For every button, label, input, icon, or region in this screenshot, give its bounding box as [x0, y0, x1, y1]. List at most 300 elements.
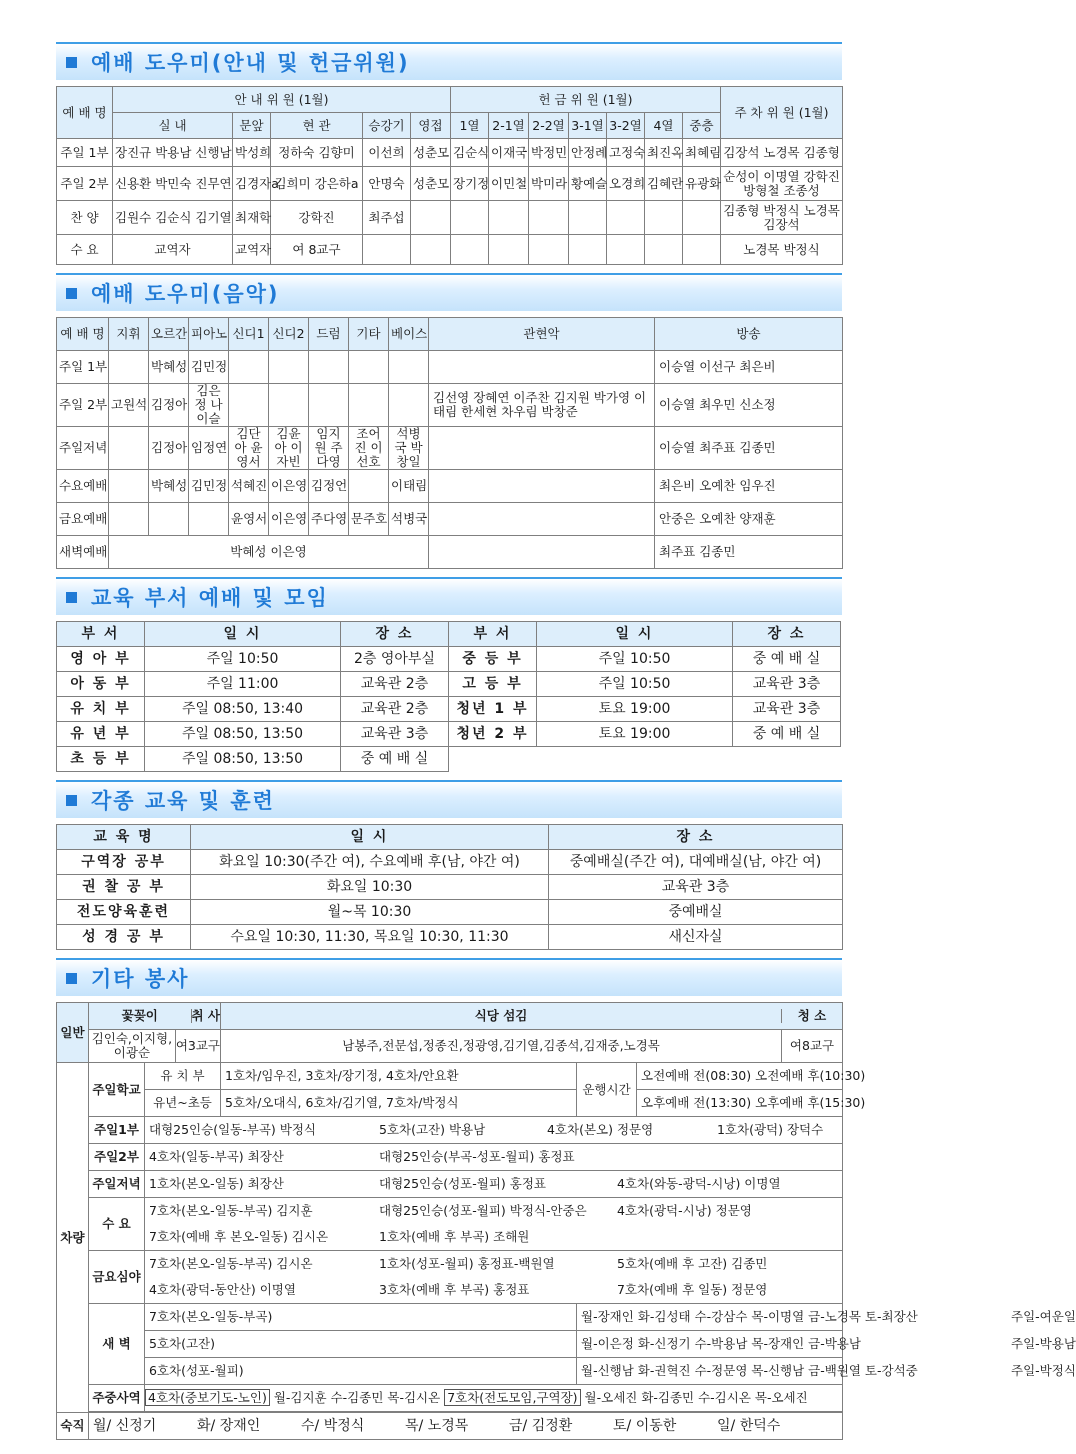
cell: 구역장 공부 — [57, 850, 191, 875]
cell — [189, 503, 229, 536]
cell: 최진옥 — [645, 139, 683, 167]
cell: 수요일 10:30, 11:30, 목요일 10:30, 11:30 — [191, 925, 549, 950]
cell: 주일저녁 — [89, 1171, 145, 1198]
cell: 여 8교구 — [271, 235, 363, 265]
cell — [645, 235, 683, 265]
square-bullet-icon — [66, 973, 77, 984]
cell: 임정연 — [189, 427, 229, 470]
cell: 주일 2부 — [57, 167, 113, 201]
cell — [429, 536, 655, 569]
cell — [149, 503, 189, 536]
cell: 최재학 — [233, 201, 271, 235]
cell: 문주호 — [349, 503, 389, 536]
header-cell: 방송 — [655, 318, 843, 351]
table-row — [57, 167, 843, 201]
route: 4호차(와동-광덕-시낭) 이명열 — [617, 1176, 781, 1191]
cell: 석병국 박창일 — [389, 427, 429, 470]
schedule: 월-장재인 화-김성태 수-강삼수 목-이명열 금-노경목 토-최장산 — [581, 1309, 918, 1324]
cell — [145, 1198, 843, 1225]
sub-header: 4열 — [645, 113, 683, 139]
cell: 주일 2부 — [57, 384, 109, 427]
cell — [683, 235, 721, 265]
cell — [429, 470, 655, 503]
cell: 주일1부 — [89, 1117, 145, 1144]
cell: 신용환 박민숙 진무연 — [113, 167, 233, 201]
sub-header: 문앞 — [233, 113, 271, 139]
cell: 아 동 부 — [57, 672, 145, 697]
cell — [89, 1030, 221, 1063]
cell: 수요예배 — [57, 470, 109, 503]
duty-item: 토/ 이동한 — [613, 1418, 677, 1434]
cell: 교육관 2층 — [341, 697, 449, 722]
cell — [145, 1171, 843, 1198]
cell: 안정례 — [569, 139, 607, 167]
cell: 박미라 — [529, 167, 569, 201]
cell: 주일 1부 — [57, 139, 113, 167]
header-cell: 장 소 — [733, 622, 841, 647]
header-cell: 신디2 — [269, 318, 309, 351]
cell: 권 찰 공 부 — [57, 875, 191, 900]
cell: 오전예배 전(08:30) 오전예배 후(10:30) — [637, 1063, 843, 1090]
worship-header: 예 배 명 — [57, 87, 113, 139]
section-header-helpers — [56, 42, 842, 80]
table-row — [57, 536, 843, 569]
header-cell — [89, 1003, 221, 1030]
table-row — [57, 201, 843, 235]
route: 1호차(예배 후 부곡) 조해원 — [379, 1229, 530, 1244]
cell: 박혜성 — [149, 351, 189, 384]
cell: 중 등 부 — [449, 647, 537, 672]
route: 1호차(광덕) 장덕수 — [717, 1122, 824, 1137]
cell — [349, 470, 389, 503]
table-row — [57, 672, 841, 697]
music-table — [56, 317, 843, 569]
cell: 새신자실 — [549, 925, 843, 950]
cell: 1호차/임우진, 3호차/장기정, 4호차/안요환 — [221, 1063, 577, 1090]
cell: 이재국 — [489, 139, 529, 167]
cell — [229, 384, 269, 427]
cell: 김선영 장혜연 이주찬 김지원 박가영 이태림 한세현 차우림 박창준 — [429, 384, 655, 427]
cell — [489, 235, 529, 265]
schedule: 월-신행남 화-권혁진 수-정문영 목-신행남 금-백원열 토-강석중 — [581, 1363, 918, 1378]
section-title: 예배 도우미(안내 및 헌금위원) — [91, 51, 410, 75]
cell: 차량 — [57, 1063, 89, 1413]
cell: 화요일 10:30 — [191, 875, 549, 900]
cell — [529, 235, 569, 265]
clean-header: 청 소 — [781, 1009, 842, 1023]
cell: 성춘모 — [411, 139, 451, 167]
cell — [577, 1304, 1076, 1331]
cell: 주일 08:50, 13:50 — [145, 722, 341, 747]
cell: 중 예 배 실 — [341, 747, 449, 772]
cell — [389, 351, 429, 384]
cell: 2층 영아부실 — [341, 647, 449, 672]
cell: 이승열 이선구 최은비 — [655, 351, 843, 384]
sub-header: 영접 — [411, 113, 451, 139]
header-cell: 장 소 — [341, 622, 449, 647]
cell: 정하숙 김향미 — [271, 139, 363, 167]
cell — [269, 351, 309, 384]
section-header-other — [56, 958, 842, 996]
cell: 주일 08:50, 13:40 — [145, 697, 341, 722]
route: 대형25인승(일동-부곡) 박정식 — [149, 1122, 316, 1137]
section-title: 교육 부서 예배 및 모임 — [91, 586, 329, 610]
cell: 교육관 3층 — [733, 697, 841, 722]
cell — [607, 201, 645, 235]
cell: 주다영 — [309, 503, 349, 536]
cell: 주일 10:50 — [145, 647, 341, 672]
cell — [145, 1117, 843, 1144]
cell: 김은정 나이슬 — [189, 384, 229, 427]
cell: 숙직 — [57, 1413, 89, 1440]
cell: 김장석 노경목 김종형 — [721, 139, 843, 167]
cell — [569, 201, 607, 235]
cell: 교육관 3층 — [733, 672, 841, 697]
route: 5호차(예배 후 고잔) 김종민 — [617, 1256, 768, 1271]
square-bullet-icon — [66, 288, 77, 299]
duty-item: 화/ 장재인 — [197, 1418, 261, 1434]
cell: 황예슬 — [569, 167, 607, 201]
duty-item: 월/ 신정기 — [93, 1418, 157, 1434]
cell: 최주섭 — [363, 201, 411, 235]
cell — [411, 201, 451, 235]
service-table — [56, 1002, 1076, 1440]
duty-item: 금/ 김정환 — [509, 1418, 573, 1434]
cell: 유 년 부 — [57, 722, 145, 747]
route: 대형25인승(부곡-성포-월피) 홍정표 — [379, 1149, 575, 1164]
cell: 김정아 — [149, 427, 189, 470]
meal-header: 식당 섬김 — [474, 1008, 528, 1023]
cell: 김종형 박정식 노경목 김장석 — [721, 201, 843, 235]
cell: 김경자a — [233, 167, 271, 201]
cell — [429, 427, 655, 470]
cell: 박정민 — [529, 139, 569, 167]
cell: 노경목 박정식 — [721, 235, 843, 265]
header-cell: 예 배 명 — [57, 318, 109, 351]
sub-header: 3-2열 — [607, 113, 645, 139]
cell: 청년 1 부 — [449, 697, 537, 722]
cell: 새벽예배 — [57, 536, 109, 569]
cell: 순성이 이명열 강학진 방형철 조종성 — [721, 167, 843, 201]
cell: 화요일 10:30(주간 여), 수요예배 후(남, 야간 여) — [191, 850, 549, 875]
empty-cell — [449, 747, 537, 772]
sub-header: 1열 — [451, 113, 489, 139]
route: 7호차(본오-일동-부곡) 김시온 — [149, 1256, 313, 1271]
clean-value: 여8교구 — [781, 1030, 842, 1062]
schedule: 주일-박용남 — [1011, 1336, 1076, 1351]
cell: 주일2부 — [89, 1144, 145, 1171]
cell — [489, 201, 529, 235]
cell: 김민정 — [189, 470, 229, 503]
cell: 김순식 — [451, 139, 489, 167]
cell — [221, 1030, 843, 1063]
section-header-training — [56, 780, 842, 818]
route-box: 7호차(전도모임,구역장) — [444, 1389, 580, 1406]
cook-value: 여3교구 — [175, 1030, 220, 1062]
cell: 유년~초등 — [145, 1090, 221, 1117]
cell: 금요예배 — [57, 503, 109, 536]
guide-header: 안 내 위 원 (1월) — [113, 87, 451, 113]
cell: 이태림 — [389, 470, 429, 503]
cell: 김민정 — [189, 351, 229, 384]
cell: 중예배실(주간 여), 대예배실(남, 야간 여) — [549, 850, 843, 875]
header-cell — [221, 1003, 843, 1030]
empty-cell — [733, 747, 841, 772]
cell: 토요 19:00 — [537, 722, 733, 747]
route: 3호차(예배 후 부곡) 홍정표 — [379, 1282, 530, 1297]
cell: 김정언 — [309, 470, 349, 503]
cell: 최주표 김종민 — [655, 536, 843, 569]
sub-header: 2-1열 — [489, 113, 529, 139]
header-cell: 관현악 — [429, 318, 655, 351]
parking-header: 주 차 위 원 (1월) — [721, 87, 843, 139]
meal-value: 남봉주,전문섭,정종진,정광영,김기열,김종석,김재중,노경목 — [342, 1038, 660, 1053]
duty-item: 목/ 노경목 — [405, 1418, 469, 1434]
cell: 고 등 부 — [449, 672, 537, 697]
cell — [389, 384, 429, 427]
cell: 이은영 — [269, 503, 309, 536]
cell — [569, 235, 607, 265]
cell: 주일학교 — [89, 1063, 145, 1117]
cell — [451, 201, 489, 235]
cell — [349, 351, 389, 384]
section-title: 예배 도우미(음악) — [91, 282, 280, 306]
cell: 이선희 — [363, 139, 411, 167]
cell: 김정아 — [149, 384, 189, 427]
square-bullet-icon — [66, 795, 77, 806]
training-table — [56, 824, 843, 950]
route: 1호차(성포-월피) 홍정표-백원열 — [379, 1256, 555, 1271]
cell: 안중은 오예찬 양재훈 — [655, 503, 843, 536]
cell: 김단아 윤영서 — [229, 427, 269, 470]
empty-cell — [537, 747, 733, 772]
sub-header: 중층 — [683, 113, 721, 139]
cell — [269, 384, 309, 427]
cell — [429, 351, 655, 384]
cell: 강학진 — [271, 201, 363, 235]
cell: 최은비 오예찬 임우진 — [655, 470, 843, 503]
cell — [411, 235, 451, 265]
cell: 찬 양 — [57, 201, 113, 235]
cell: 중 예 배 실 — [733, 647, 841, 672]
cell: 운행시간 — [577, 1063, 637, 1117]
dept-table — [56, 621, 841, 772]
table-row — [57, 850, 843, 875]
cell — [229, 351, 269, 384]
cell: 유 치 부 — [57, 697, 145, 722]
cell: 7호차(본오-일동-부곡) — [145, 1304, 577, 1331]
header-cell: 장 소 — [549, 825, 843, 850]
cell: 장진규 박용남 신행남 — [113, 139, 233, 167]
cell: 고원석 — [109, 384, 149, 427]
header-cell: 부 서 — [449, 622, 537, 647]
cell: 유광화 — [683, 167, 721, 201]
cell: 토요 19:00 — [537, 697, 733, 722]
route: 4호차(광덕-시낭) 정문영 — [617, 1203, 752, 1218]
cell — [451, 235, 489, 265]
cell: 중 예 배 실 — [733, 722, 841, 747]
cell: 이승열 최우민 신소정 — [655, 384, 843, 427]
helpers-table — [56, 86, 843, 265]
cell: 중예배실 — [549, 900, 843, 925]
schedule: 월-김지훈 수-김종민 목-김시온 — [273, 1390, 441, 1405]
cell — [145, 1251, 843, 1278]
cell: 석혜진 — [229, 470, 269, 503]
cell: 5호차/오대식, 6호차/김기열, 7호차/박정식 — [221, 1090, 577, 1117]
cell: 조어진 이선호 — [349, 427, 389, 470]
table-row — [57, 925, 843, 950]
header-cell: 일 시 — [145, 622, 341, 647]
header-cell: 지휘 — [109, 318, 149, 351]
cell — [349, 384, 389, 427]
cell: 최혜림 — [683, 139, 721, 167]
table-row — [57, 427, 843, 470]
cell: 주일 11:00 — [145, 672, 341, 697]
square-bullet-icon — [66, 57, 77, 68]
cell: 수 요 — [57, 235, 113, 265]
cell: 이승열 최주표 김종민 — [655, 427, 843, 470]
cell: 김윤아 이자빈 — [269, 427, 309, 470]
header-cell: 베이스 — [389, 318, 429, 351]
cell: 박성희 — [233, 139, 271, 167]
route: 7호차(본오-일동-부곡) 김지훈 — [149, 1203, 313, 1218]
offering-header: 헌 금 위 원 (1월) — [451, 87, 721, 113]
cell: 일반 — [57, 1003, 89, 1063]
sub-header: 3-1열 — [569, 113, 607, 139]
cell: 오후예배 전(13:30) 오후예배 후(15:30) — [637, 1090, 843, 1117]
duty-item: 수/ 박정식 — [301, 1418, 365, 1434]
cell: 유 치 부 — [145, 1063, 221, 1090]
cell: 주일 1부 — [57, 351, 109, 384]
route: 4호차(본오) 정문영 — [547, 1122, 654, 1137]
header-cell: 드럼 — [309, 318, 349, 351]
table-row — [57, 503, 843, 536]
cell — [529, 201, 569, 235]
cell: 교육관 3층 — [549, 875, 843, 900]
cell: 이은영 — [269, 470, 309, 503]
header-cell: 기타 — [349, 318, 389, 351]
cell: 수 요 — [89, 1198, 145, 1251]
table-row — [57, 900, 843, 925]
sub-header: 실 내 — [113, 113, 233, 139]
section-header-music — [56, 273, 842, 311]
cell — [309, 351, 349, 384]
table-row — [57, 470, 843, 503]
header-cell: 피아노 — [189, 318, 229, 351]
header-cell: 신디1 — [229, 318, 269, 351]
schedule: 월-이은정 화-신정기 수-박용남 목-장재인 금-박용남 — [581, 1336, 861, 1351]
cell: 고정숙 — [607, 139, 645, 167]
sub-header: 승강기 — [363, 113, 411, 139]
cell: 전도양육훈련 — [57, 900, 191, 925]
table-row — [57, 875, 843, 900]
route: 4호차(일동-부곡) 최장산 — [149, 1149, 284, 1164]
table-row — [57, 747, 841, 772]
cell — [577, 1358, 1076, 1385]
schedule: 월-오세진 화-김종민 수-김시온 목-오세진 — [584, 1390, 808, 1405]
schedule: 주일-박정식 — [1011, 1363, 1076, 1378]
cell: 6호차(성포-월피) — [145, 1358, 577, 1385]
section-title: 기타 봉사 — [91, 967, 190, 991]
section-title: 각종 교육 및 훈련 — [91, 789, 275, 813]
sub-header: 2-2열 — [529, 113, 569, 139]
cell — [683, 201, 721, 235]
header-cell: 일 시 — [191, 825, 549, 850]
cell: 주일 10:50 — [537, 672, 733, 697]
cell — [145, 1224, 843, 1251]
cell: 김원수 김순식 김기열 — [113, 201, 233, 235]
cell: 주일저녁 — [57, 427, 109, 470]
header-cell: 부 서 — [57, 622, 145, 647]
cell — [577, 1331, 1076, 1358]
cell: 안명숙 — [363, 167, 411, 201]
cell: 성 경 공 부 — [57, 925, 191, 950]
cell: 새 벽 — [89, 1304, 145, 1385]
cell: 주일 08:50, 13:50 — [145, 747, 341, 772]
cell: 금요심야 — [89, 1251, 145, 1304]
cell — [109, 351, 149, 384]
cell: 박혜성 이은영 — [109, 536, 429, 569]
cell — [145, 1144, 843, 1171]
cell: 윤영서 — [229, 503, 269, 536]
table-row — [57, 647, 841, 672]
cell: 박혜성 — [149, 470, 189, 503]
header-cell: 오르간 — [149, 318, 189, 351]
cell: 청년 2 부 — [449, 722, 537, 747]
cell — [109, 503, 149, 536]
cell: 석병국 — [389, 503, 429, 536]
route: 대형25인승(성포-월피) 홍정표 — [379, 1176, 546, 1191]
cell — [309, 384, 349, 427]
table-row — [57, 139, 843, 167]
cell: 주일 10:50 — [537, 647, 733, 672]
table-row — [57, 235, 843, 265]
cook-header: 취 사 — [191, 1008, 221, 1023]
cell: 교역자 — [113, 235, 233, 265]
cell — [145, 1385, 843, 1412]
flower-header: 꽃꽂이 — [121, 1008, 158, 1023]
table-row — [57, 722, 841, 747]
route: 1호차(본오-일동) 최장산 — [149, 1176, 284, 1191]
cell: 오경희 — [607, 167, 645, 201]
section-header-education-dept — [56, 577, 842, 615]
cell — [429, 503, 655, 536]
flower-value: 김인숙,이지형, 이광순 — [91, 1031, 173, 1060]
cell: 교역자 — [233, 235, 271, 265]
cell — [145, 1277, 843, 1304]
cell: 김혜란 — [645, 167, 683, 201]
cell — [607, 235, 645, 265]
cell: 장기정 — [451, 167, 489, 201]
route: 7호차(예배 후 본오-일동) 김시온 — [149, 1229, 329, 1244]
cell: 초 등 부 — [57, 747, 145, 772]
cell — [109, 470, 149, 503]
cell: 교육관 3층 — [341, 722, 449, 747]
square-bullet-icon — [66, 592, 77, 603]
bulletin-page — [56, 42, 1076, 1440]
cell: 이민철 — [489, 167, 529, 201]
route: 7호차(예배 후 일동) 정문영 — [617, 1282, 768, 1297]
route: 대형25인승(성포-월피) 박정식-안중은 — [379, 1203, 587, 1218]
cell — [363, 235, 411, 265]
route: 5호차(고잔) 박용남 — [379, 1122, 486, 1137]
cell — [645, 201, 683, 235]
route: 4호차(광덕-동안산) 이명열 — [149, 1282, 296, 1297]
cell: 주중사역 — [89, 1385, 145, 1412]
table-row — [57, 384, 843, 427]
duty-item: 일/ 한덕수 — [717, 1418, 781, 1434]
sub-header: 현 관 — [271, 113, 363, 139]
